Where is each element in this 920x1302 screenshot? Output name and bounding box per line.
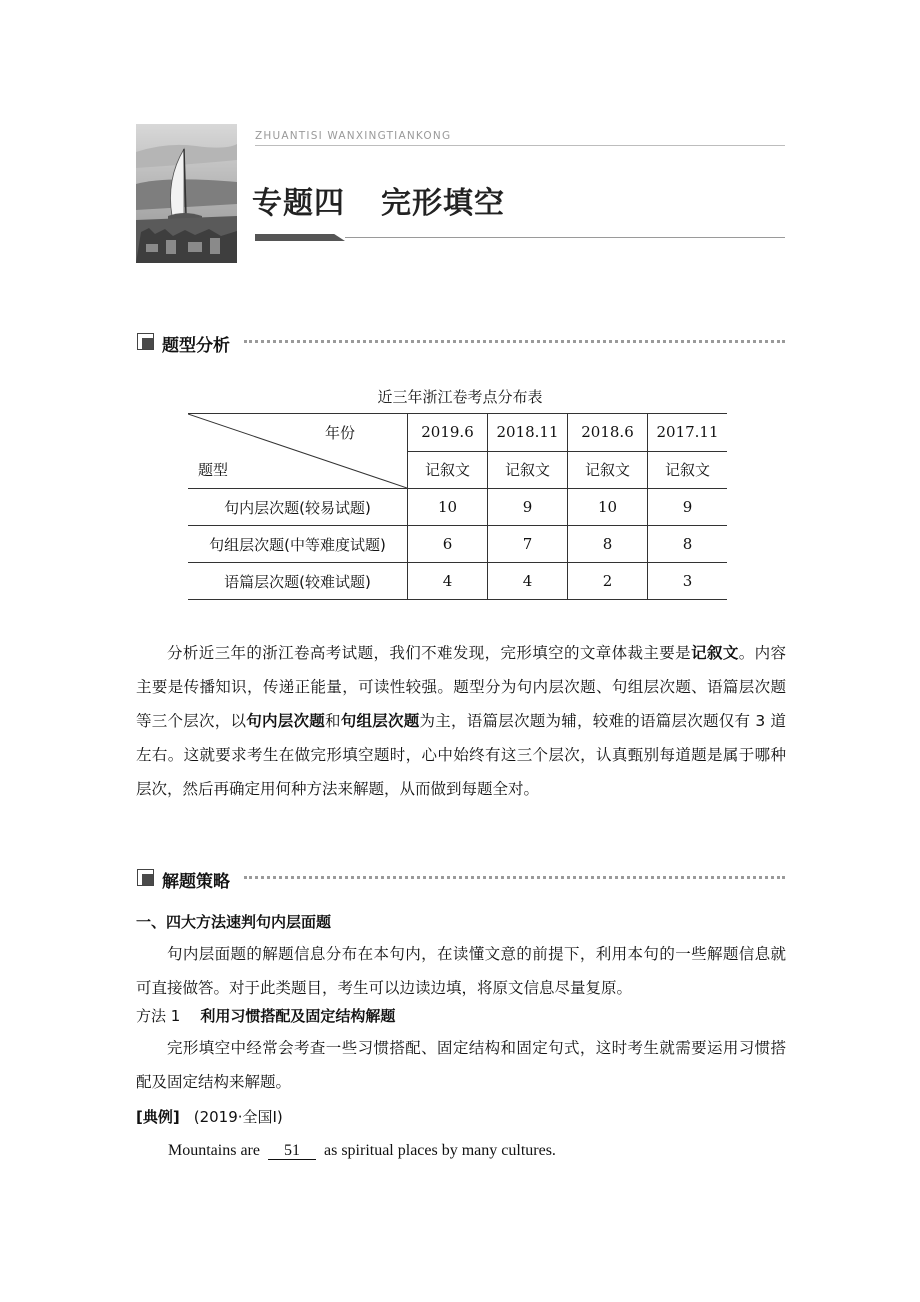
- year-header: 2017.11: [648, 414, 728, 452]
- table-row: [188, 526, 727, 563]
- example-source: (2019·全国Ⅰ): [193, 1108, 283, 1126]
- topic-number: 专题四: [252, 186, 345, 221]
- pinyin-subtitle: ZHUANTISI WANXINGTIANKONG: [255, 130, 452, 142]
- corner-label-type: 题型: [198, 461, 229, 479]
- section-divider: [244, 876, 785, 879]
- analysis-paragraph: [136, 636, 786, 806]
- method-label: 方法 1: [136, 1007, 181, 1025]
- section-icon: [137, 333, 154, 350]
- sentence-before: Mountains are: [168, 1142, 260, 1159]
- table-header-row: [188, 414, 727, 452]
- table-row: [188, 489, 727, 526]
- table-cell: 4: [488, 563, 568, 600]
- method-paragraph: 完形填空中经常会考查一些习惯搭配、固定结构和固定句式，这时考生就需要运用习惯搭配及固定结构来解题。: [136, 1039, 786, 1091]
- analysis-emphasis: 记叙文: [691, 644, 739, 662]
- table-cell: 9: [488, 489, 568, 526]
- section-divider: [244, 340, 785, 343]
- analysis-emphasis: 句内层次题: [246, 712, 325, 730]
- pinyin-divider: [255, 145, 785, 146]
- table-cell: 6: [408, 526, 488, 563]
- example-label: [典例]: [136, 1108, 180, 1126]
- table-cell: 3: [648, 563, 728, 600]
- table-caption: 近三年浙江卷考点分布表: [377, 388, 543, 406]
- row-label: 语篇层次题(较难试题): [188, 563, 408, 600]
- table-corner-cell: [188, 414, 408, 489]
- year-header: 2018.11: [488, 414, 568, 452]
- row-label: 句内层次题(较易试题): [188, 489, 408, 526]
- table-row: [188, 563, 727, 600]
- burj-al-arab-image: [136, 124, 237, 263]
- distribution-table: [188, 413, 727, 600]
- method-heading: [136, 1005, 395, 1026]
- strategy-heading: 一、四大方法速判句内层面题: [136, 913, 332, 931]
- answer-blank: 51: [268, 1143, 316, 1160]
- section-title-analysis: 题型分析: [162, 336, 230, 356]
- section-title-strategy: 解题策略: [162, 872, 230, 892]
- section-icon: [137, 869, 154, 886]
- table-cell: 8: [568, 526, 648, 563]
- table-cell: 7: [488, 526, 568, 563]
- title-underline-bar: [255, 234, 345, 241]
- table-cell: 10: [568, 489, 648, 526]
- table-cell: 10: [408, 489, 488, 526]
- year-header: 2018.6: [568, 414, 648, 452]
- analysis-text: 分析近三年的浙江卷高考试题，我们不难发现，完形填空的文章体裁主要是: [167, 644, 692, 662]
- table-cell: 8: [648, 526, 728, 563]
- analysis-emphasis: 句组层次题: [340, 712, 420, 730]
- analysis-text: 。内容主要是传播知识，传递正能量，可读性较强。题型分为句内层次题、句组层次题、语篇层次题等三个层次，以: [136, 644, 786, 730]
- genre-cell: 记叙文: [648, 451, 728, 489]
- table-cell: 9: [648, 489, 728, 526]
- analysis-text: 和: [325, 712, 341, 730]
- year-header: 2019.6: [408, 414, 488, 452]
- strategy-paragraph: 句内层面题的解题信息分布在本句内，在读懂文意的前提下，利用本句的一些解题信息就可直接做答。对于此类题目，考生可以边读边填，将原文信息尽量复原。: [136, 945, 786, 997]
- topic-title: [252, 178, 505, 222]
- analysis-text: 为主，语篇层次题为辅，较难的语篇层次题仅有 3 道左右。这就要求考生在做完形填空题时，心中始终有这三个层次，认真甄别每道题是属于哪种层次，然后再确定用何种方法来解题，从而做到每题全对。: [136, 712, 786, 798]
- topic-name: 完形填空: [381, 186, 505, 221]
- table-cell: 2: [568, 563, 648, 600]
- genre-cell: 记叙文: [408, 451, 488, 489]
- row-label: 句组层次题(中等难度试题): [188, 526, 408, 563]
- genre-cell: 记叙文: [568, 451, 648, 489]
- method-title: 利用习惯搭配及固定结构解题: [200, 1007, 396, 1025]
- sentence-after: as spiritual places by many cultures.: [323, 1142, 556, 1159]
- title-underline-rule: [345, 237, 785, 238]
- table-cell: 4: [408, 563, 488, 600]
- genre-cell: 记叙文: [488, 451, 568, 489]
- example-sentence: [168, 1142, 556, 1160]
- example-heading: [136, 1106, 283, 1127]
- corner-label-year: 年份: [324, 424, 355, 442]
- header-photo: [136, 124, 237, 263]
